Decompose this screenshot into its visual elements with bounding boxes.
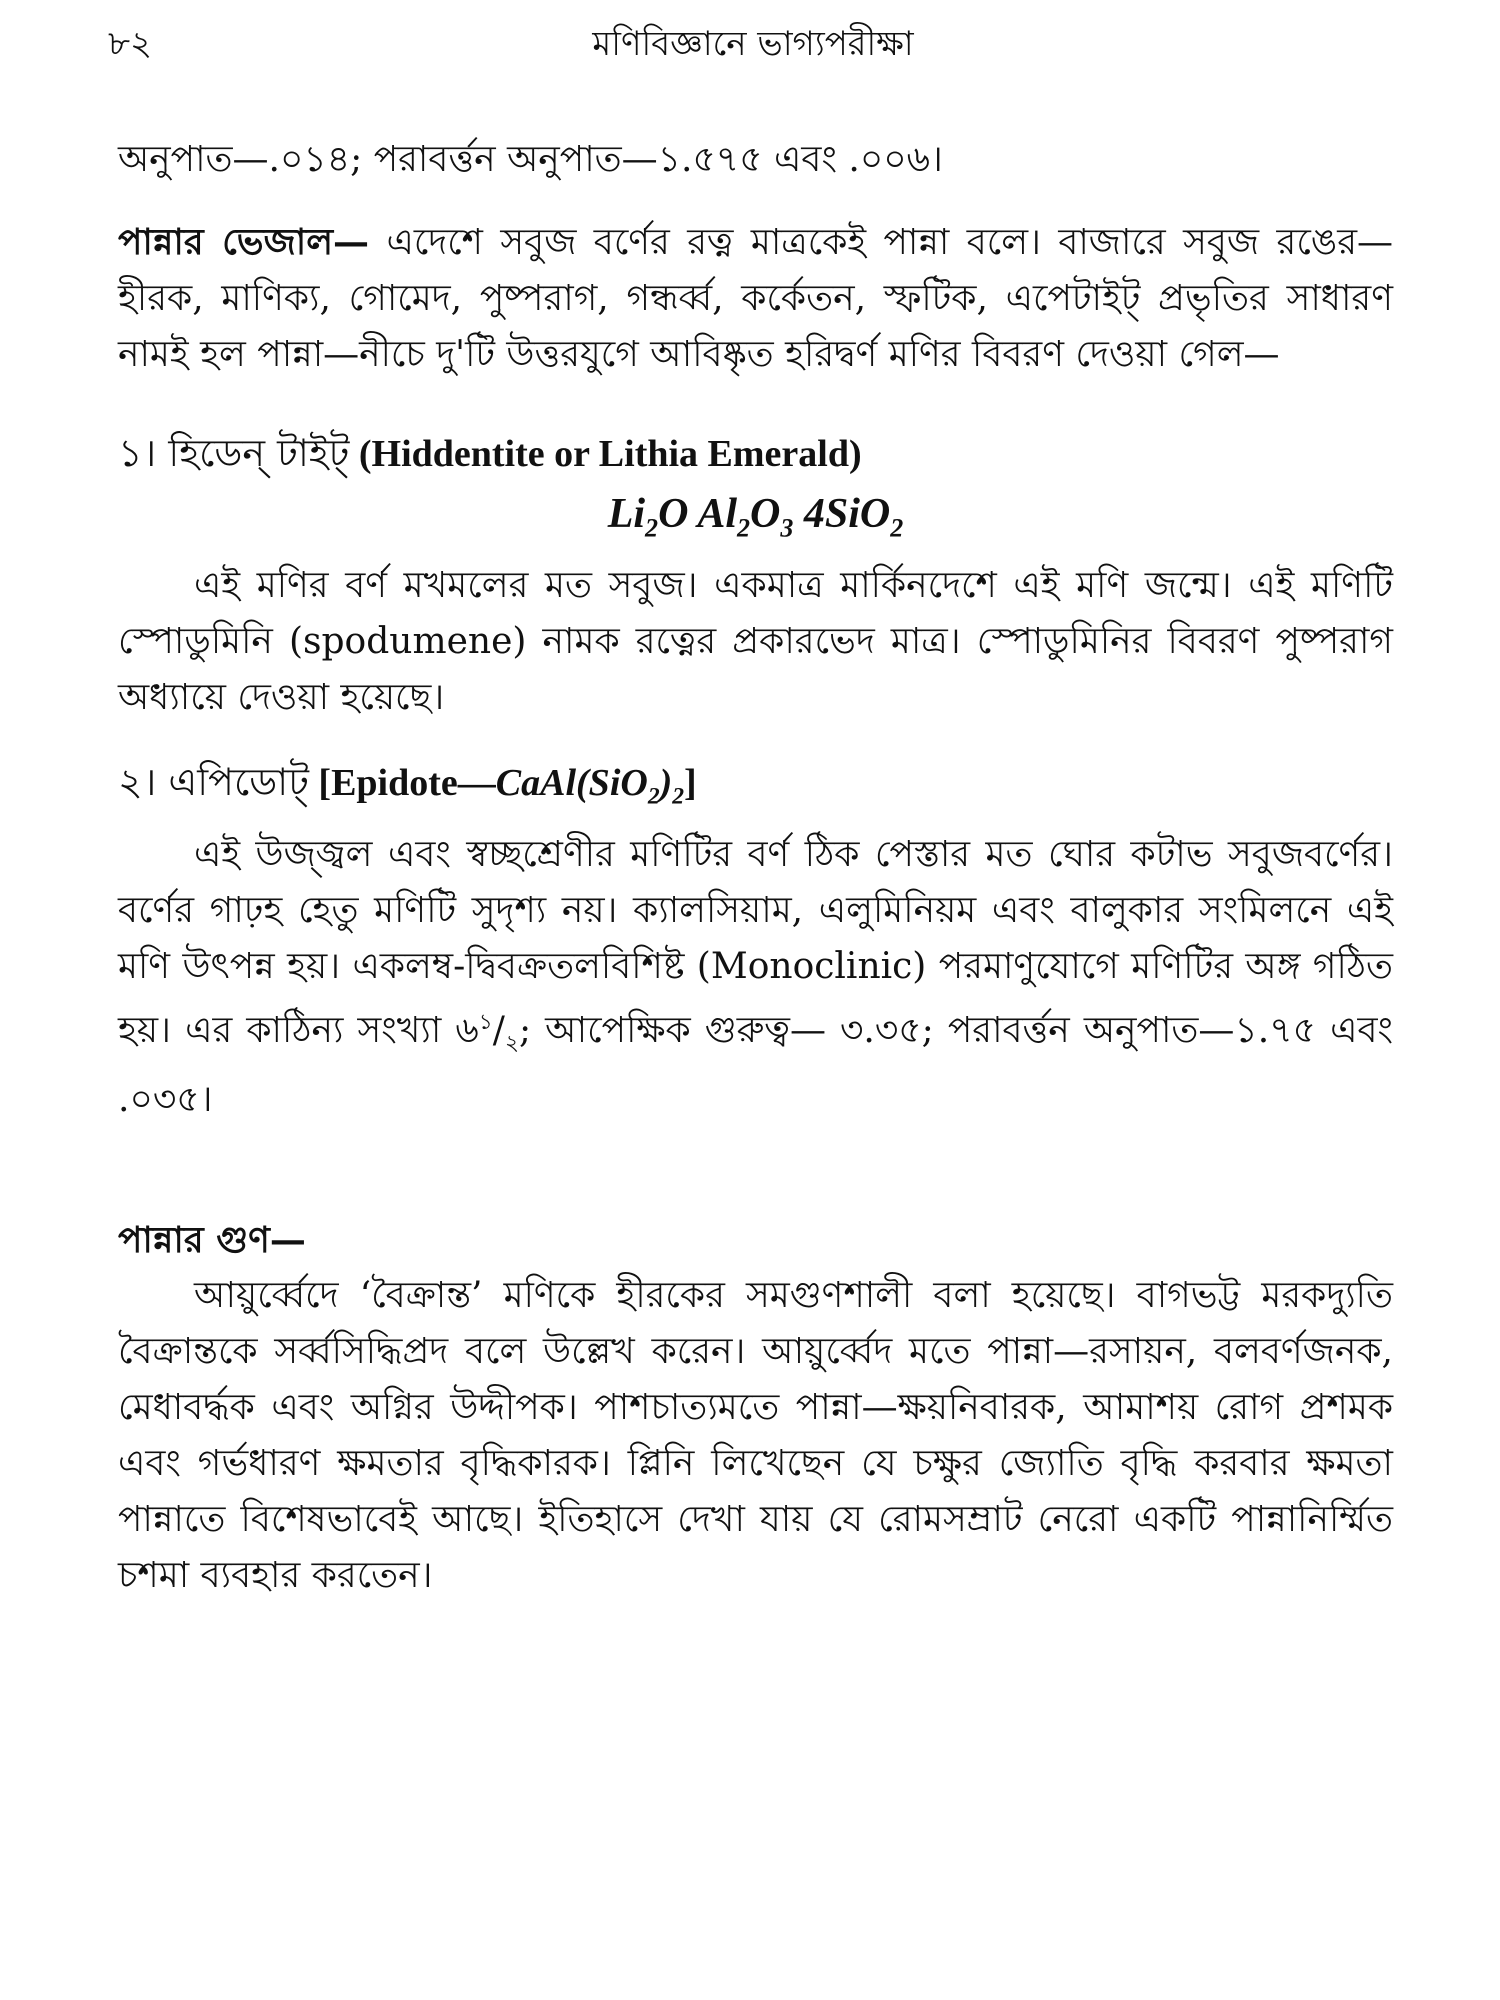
- section2-body: এই উজ্জ্বল এবং স্বচ্ছশ্রেণীর মণিটির বর্ণ ঠিক পেস্তার মত ঘোর কটাভ সবুজবর্ণের। বর্ণের গাঢ়হ হেতু মণিটি সুদৃশ্য নয়। ক্যালসিয়াম, এলুমিনিয়ম এবং বালুকার সংমিলনে এই মণি উৎপন্ন হয়। একলম্ব-দ্বিবক্রতলবিশিষ্ট (Monoclinic) পরমাণুযোগে মণিটির অঙ্গ গঠিত হয়। এর কাঠিন্য সংখ্যা $৬^১/_২$; আপেক্ষিক গুরুত্ব— ৩.৩৫; পরাবর্ত্তন অনুপাত—১.৭৫ এবং .০৩৫।: [118, 833, 1393, 1121]
- section2-latin-close: ]: [684, 762, 697, 805]
- section2-heading: [118, 752, 1393, 827]
- section2-latin-open: [Epidote—: [308, 762, 496, 805]
- adulteration-title: পান্নার ভেজাল—: [118, 221, 370, 263]
- hardness-value: $৬^১/_২$: [455, 1009, 519, 1057]
- qualities-title: পান্নার গুণ—: [118, 1219, 306, 1262]
- running-title: মণিবিজ্ঞানে ভাগ্যপরীক্ষা: [592, 24, 914, 64]
- section2-number-name: ২। এপিডোট্: [118, 760, 309, 805]
- section1-body: এই মণির বর্ণ মখমলের মত সবুজ। একমাত্র মার্কিনদেশে এই মণি জন্মে। এই মণিটি স্পোডুমিনি (spodumene) নামক রত্নের প্রকারভেদ মাত্র। স্পোডুমিনির বিবরণ পুষ্পরাগ অধ্যায়ে দেওয়া হয়েছে।: [118, 565, 1393, 719]
- adulteration-paragraph: [118, 214, 1393, 383]
- intro-line: অনুপাত—.০১৪; পরাবর্ত্তন অনুপাত—১.৫৭৫ এবং .০০৬।: [118, 139, 943, 180]
- page-number: ৮২: [108, 24, 153, 64]
- section1-latin-name: (Hiddentite or Lithia Emerald): [349, 433, 862, 475]
- qualities-body: আয়ুর্ব্বেদে ‘বৈক্রান্ত’ মণিকে হীরকের সমগুণশালী বলা হয়েছে। বাগভট্ট মরকদ্যুতি বৈক্রান্তকে সর্ব্বসিদ্ধিপ্রদ বলে উল্লেখ করেন। আয়ুর্ব্বেদ মতে পান্না—রসায়ন, বলবর্ণজনক, মেধাবর্দ্ধক এবং অগ্নির উদ্দীপক। পাশচাত্যমতে পান্না—ক্ষয়নিবারক, আমাশয় রোগ প্রশমক এবং গর্ভধারণ ক্ষমতার বৃদ্ধিকারক। প্লিনি লিখেছেন যে চক্ষুর জ্যোতি বৃদ্ধি করবার ক্ষমতা পান্নাতে বিশেষভাবেই আছে। ইতিহাসে দেখা যায় যে রোমসম্রাট নেরো একটি পান্নানির্ম্মিত চশমা ব্যবহার করতেন।: [118, 1275, 1393, 1597]
- page-content: [118, 132, 1393, 1604]
- section2-formula: $CaAl(SiO_2)_2$: [495, 762, 685, 810]
- section1-formula: $Li_2O$ $Al_2O_3$ 4SiO$_2$: [607, 491, 904, 543]
- page-header: [108, 18, 1398, 68]
- section1-heading: [118, 423, 1393, 484]
- section1-number-name: ১। হিডেন্ টাইট্: [118, 431, 350, 475]
- adulteration-text: এদেশে সবুজ বর্ণের রত্ন মাত্রকেই পান্না বলে। বাজারে সবুজ রঙের—হীরক, মাণিক্য, গোমেদ, পুষ্পরাগ, গন্ধর্ব্ব, কর্কেতন, স্ফটিক, এপেটাইট্ প্রভৃতির সাধারণ নামই হল পান্না—নীচে দু'টি উত্তরযুগে আবিষ্কৃত হরিদ্বর্ণ মণির বিবরণ দেওয়া গেল—: [118, 222, 1394, 375]
